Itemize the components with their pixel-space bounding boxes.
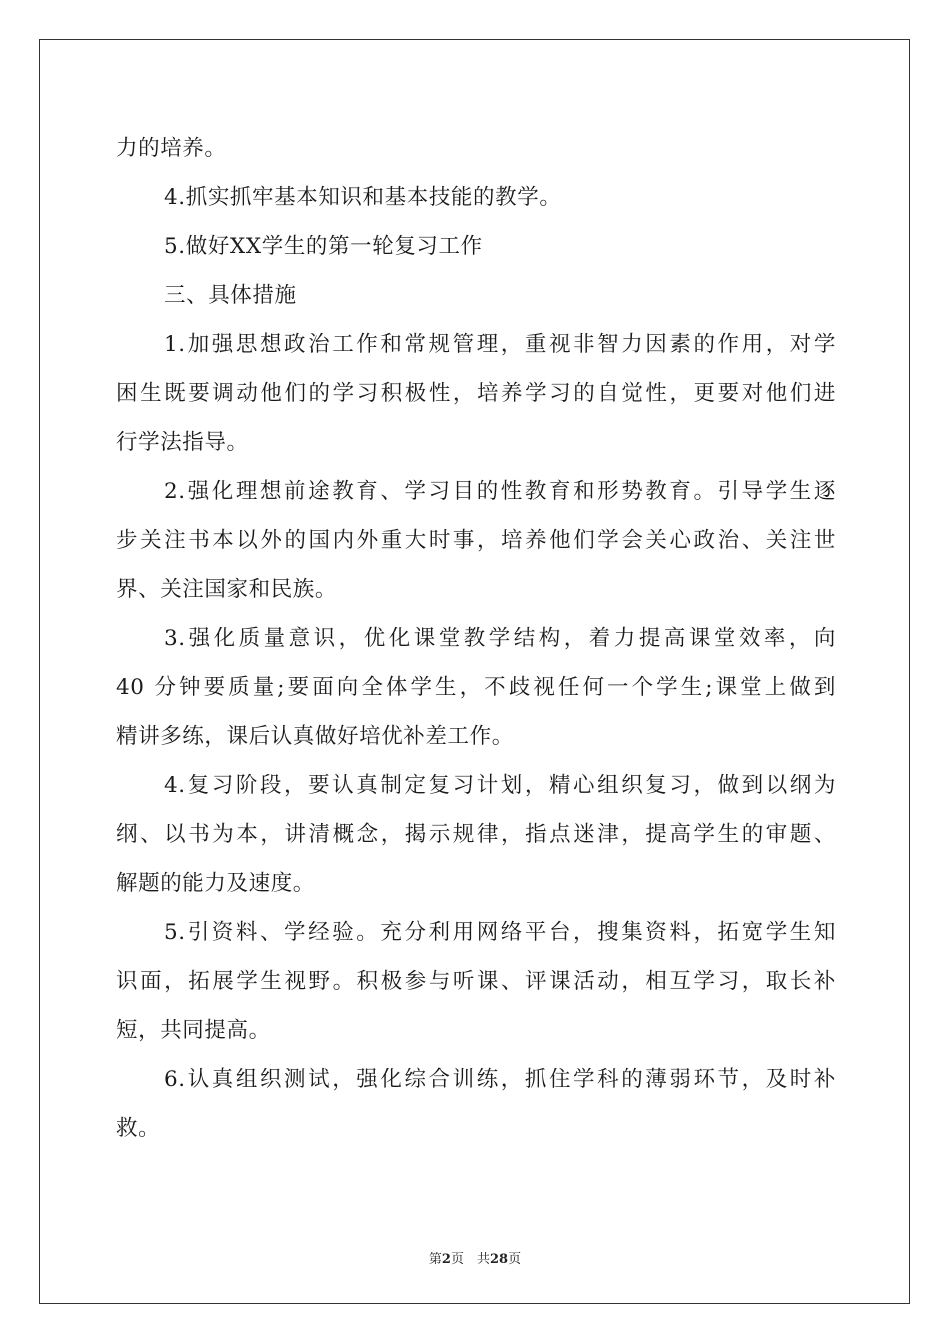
measure-3-line-1: 3.强化质量意识，优化课堂教学结构，着力提高课堂效率，向 [164, 626, 836, 651]
measure-5-line-2: 识面，拓展学生视野。积极参与听课、评课活动，相互学习，取长补 [116, 969, 836, 994]
measure-4-line-1: 4.复习阶段，要认真制定复习计划，精心组织复习，做到以纲为 [164, 773, 836, 798]
measure-5-line-3: 短，共同提高。 [116, 1018, 271, 1043]
footer-prefix: 第 [428, 1252, 442, 1267]
current-page-number: 2 [441, 1252, 451, 1267]
measure-2-line-3: 界、关注国家和民族。 [116, 577, 338, 602]
footer-suffix: 页 [508, 1252, 522, 1267]
measure-1-line-1: 1.加强思想政治工作和常规管理，重视非智力因素的作用，对学 [164, 332, 836, 357]
measure-4-line-2: 纲、以书为本，讲清概念，揭示规律，指点迷津，提高学生的审题、 [116, 822, 836, 847]
measure-1-line-2: 困生既要调动他们的学习积极性，培养学习的自觉性，更要对他们进 [116, 381, 836, 406]
measure-6-line-1: 6.认真组织测试，强化综合训练，抓住学科的薄弱环节，及时补 [164, 1067, 836, 1092]
measure-3-line-2: 40 分钟要质量;要面向全体学生，不歧视任何一个学生;课堂上做到 [116, 675, 836, 700]
measure-6-line-2: 救。 [116, 1116, 161, 1141]
measure-3-line-3: 精讲多练，课后认真做好培优补差工作。 [116, 724, 514, 749]
footer-mid: 页 共 [450, 1252, 490, 1267]
measure-2-line-1: 2.强化理想前途教育、学习目的性教育和形势教育。引导学生逐 [164, 479, 836, 504]
page-footer [0, 1248, 950, 1267]
total-page-count: 28 [489, 1252, 509, 1267]
measure-5-line-1: 5.引资料、学经验。充分利用网络平台，搜集资料，拓宽学生知 [164, 920, 836, 945]
list-item-5: 5.做好XX学生的第一轮复习工作 [164, 234, 483, 259]
section-heading: 三、具体措施 [164, 283, 297, 308]
measure-2-line-2: 步关注书本以外的国内外重大时事，培养他们学会关心政治、关注世 [116, 528, 836, 553]
measure-1-line-3: 行学法指导。 [116, 430, 249, 455]
measure-4-line-3: 解题的能力及速度。 [116, 871, 315, 896]
document-body [116, 124, 836, 1153]
list-item-4: 4.抓实抓牢基本知识和基本技能的教学。 [164, 185, 562, 210]
text-line: 力的培养。 [116, 136, 227, 161]
